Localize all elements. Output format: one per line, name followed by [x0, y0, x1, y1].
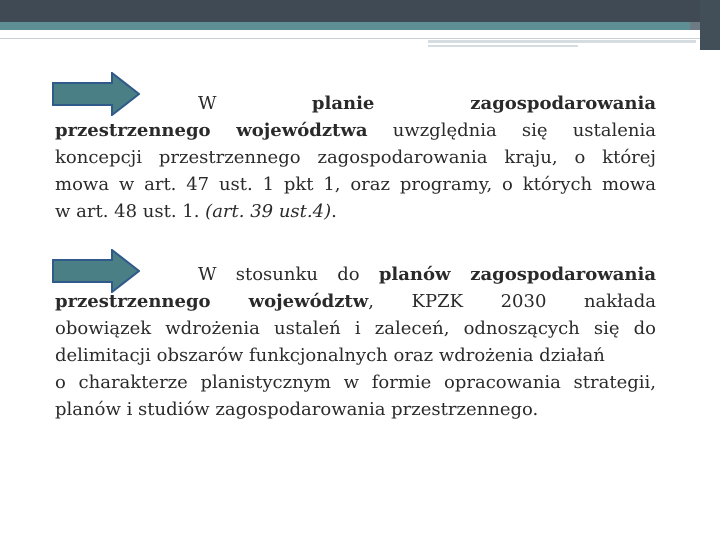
paragraph-line: obowiązek wdrożenia ustaleń i zaleceń, odnoszących się do	[55, 318, 656, 339]
text-span: W stosunku do	[198, 264, 379, 285]
bold-term: planie zagospodarowania	[311, 93, 656, 114]
bold-term: przestrzennego województwa	[55, 120, 368, 141]
header-rule	[0, 38, 700, 39]
header-corner-block	[700, 0, 720, 50]
text-span: uwzględnia się ustalenia	[367, 120, 656, 141]
citation: (art. 39 ust.4)	[205, 201, 332, 222]
text-span: W	[198, 93, 312, 114]
paragraph-line	[55, 90, 656, 117]
paragraph-line: koncepcji przestrzennego zagospodarowania kraju, o której	[55, 147, 656, 168]
bold-term: planów zagospodarowania	[378, 264, 656, 285]
paragraph-line: mowa w art. 47 ust. 1 pkt 1, oraz programy, o których mowa	[55, 174, 656, 195]
text-span: , KPZK 2030 nakłada	[368, 291, 656, 312]
text-span: w art. 48 ust. 1.	[55, 201, 206, 222]
header-accent-line	[428, 40, 696, 43]
paragraph-plan-wojewodztwa	[55, 90, 656, 225]
paragraph-line: delimitacji obszarów funkcjonalnych oraz wdrożenia działań	[55, 345, 605, 366]
paragraph-line	[55, 198, 656, 225]
text-span: .	[331, 201, 337, 222]
paragraph-line: planów i studiów zagospodarowania przestrzennego.	[55, 399, 539, 420]
header-band-dark	[0, 0, 720, 22]
paragraph-line	[55, 117, 656, 144]
paragraph-kpzk	[55, 261, 656, 423]
paragraph-line	[55, 261, 656, 288]
paragraph-line	[55, 288, 656, 315]
bold-term: przestrzennego województw	[55, 291, 369, 312]
paragraph-line: o charakterze planistycznym w formie opracowania strategii,	[55, 372, 656, 393]
header-band-teal	[0, 22, 720, 30]
header-accent-line-short	[428, 45, 578, 47]
